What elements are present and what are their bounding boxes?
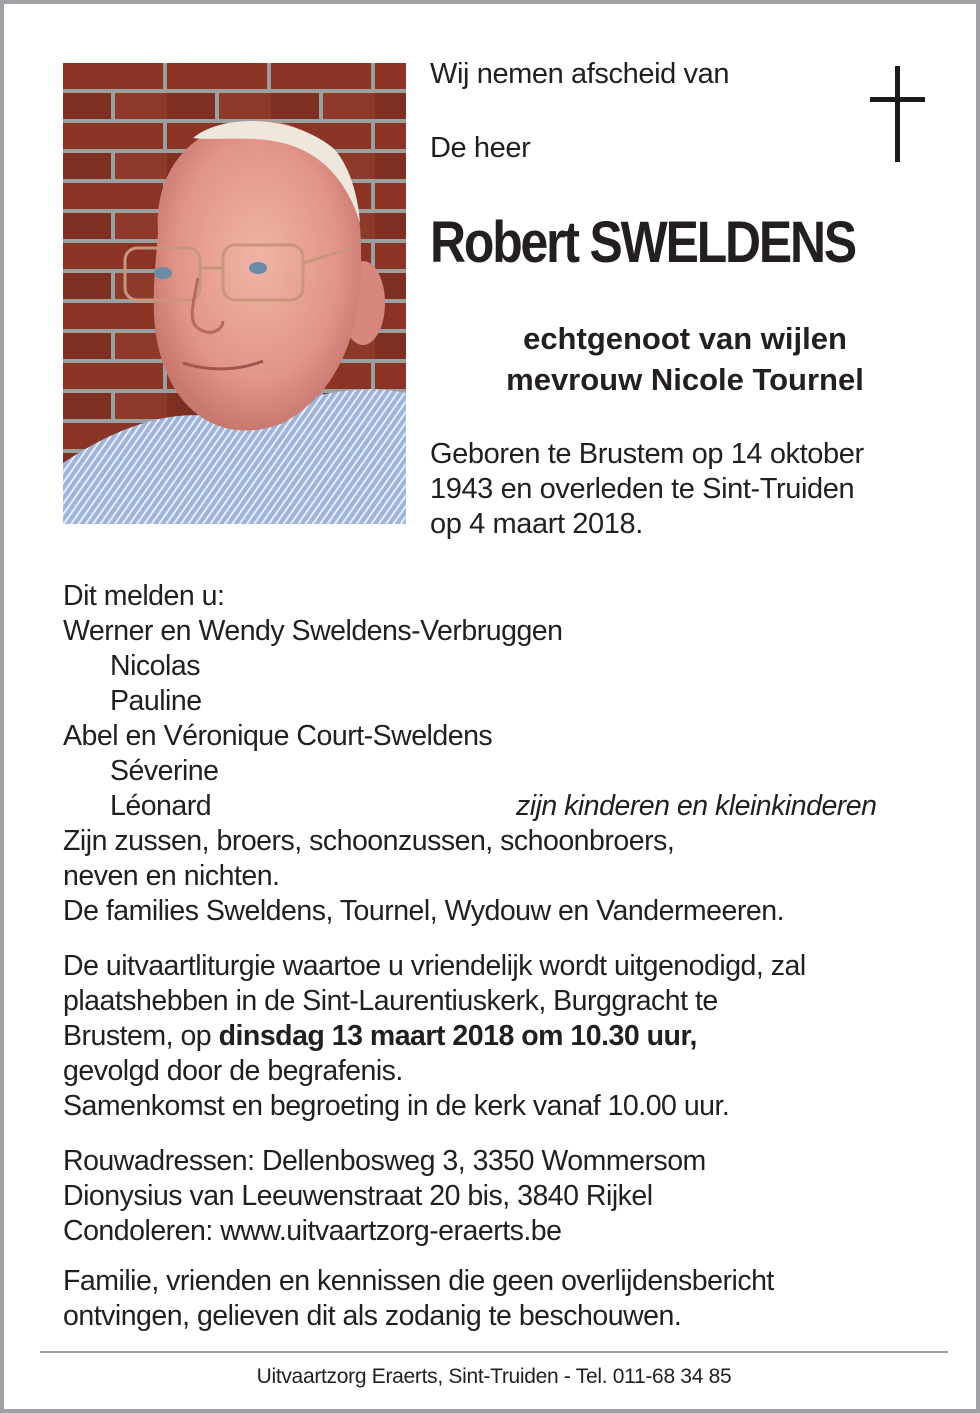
- funeral-line-2: plaatshebben in de Sint-Laurentiuskerk, Burggracht te: [63, 985, 718, 1017]
- spacer: [63, 1124, 943, 1144]
- funeral-line-3-prefix: Brustem, op: [63, 1020, 219, 1052]
- born-line-1: Geboren te Brustem op 14 oktober: [430, 438, 864, 470]
- funeral-line-5: Samenkomst en begroeting in de kerk vanaf 10.00 uur.: [63, 1090, 730, 1122]
- spacer: [63, 1249, 943, 1264]
- address-line-1: Rouwadressen: Dellenbosweg 3, 3350 Wommersom: [63, 1145, 706, 1177]
- siblings-line-2: neven en nichten.: [63, 860, 280, 892]
- notice-body: [63, 579, 943, 1334]
- families-line: De families Sweldens, Tournel, Wydouw en Vandermeeren.: [63, 895, 784, 927]
- spouse-line-2: mevrouw Nicole Tournel: [506, 362, 864, 397]
- footer-divider: [40, 1351, 948, 1353]
- portrait-photo: [63, 63, 406, 524]
- birth-death-info: [430, 437, 930, 542]
- deceased-name: Robert SWELDENS: [430, 210, 856, 275]
- funeral-line-1: De uitvaartliturgie waartoe u vriendelijk wordt uitgenodigd, zal: [63, 950, 806, 982]
- family-entry: Abel en Véronique Court-Sweldens: [63, 720, 493, 752]
- family-entry: Pauline: [110, 685, 202, 717]
- family-entry-last: [63, 789, 943, 824]
- honorific: De heer: [430, 132, 531, 164]
- intro-text: Wij nemen afscheid van: [430, 58, 730, 90]
- siblings-line-1: Zijn zussen, broers, schoonzussen, schoonbroers,: [63, 825, 675, 857]
- cross-vertical-bar: [895, 66, 900, 162]
- born-line-2: 1943 en overleden te Sint-Truiden: [430, 473, 855, 505]
- cross-horizontal-bar: [870, 97, 925, 102]
- spacer: [63, 929, 943, 949]
- family-entry-name: Léonard: [110, 790, 212, 822]
- closing-line-2: ontvingen, gelieven dit als zodanig te beschouwen.: [63, 1300, 682, 1332]
- family-entry: Werner en Wendy Sweldens-Verbruggen: [63, 615, 563, 647]
- family-entry: Séverine: [110, 755, 219, 787]
- condolence-line: [63, 1214, 943, 1249]
- closing-line-1: Familie, vrienden en kennissen die geen overlijdensbericht: [63, 1265, 774, 1297]
- family-entry: Nicolas: [110, 650, 200, 682]
- children-note: zijn kinderen en kleinkinderen: [516, 790, 877, 822]
- funeral-datetime: dinsdag 13 maart 2018 om 10.30 uur,: [218, 1020, 697, 1052]
- address-line-2: Dionysius van Leeuwenstraat 20 bis, 3840 Rijkel: [63, 1180, 653, 1212]
- funeral-home-footer: Uitvaartzorg Eraerts, Sint-Truiden - Tel. 011-68 34 85: [256, 1365, 732, 1388]
- spouse-info: [430, 318, 940, 400]
- condolence-link[interactable]: www.uitvaartzorg-eraerts.be: [220, 1215, 562, 1247]
- born-line-3: op 4 maart 2018.: [430, 508, 643, 540]
- funeral-line-4: gevolgd door de begrafenis.: [63, 1055, 403, 1087]
- spouse-line-1: echtgenoot van wijlen: [523, 321, 847, 356]
- condolence-label: Condoleren:: [63, 1215, 221, 1247]
- funeral-line-3: [63, 1019, 943, 1054]
- announcers-header: Dit melden u:: [63, 580, 225, 612]
